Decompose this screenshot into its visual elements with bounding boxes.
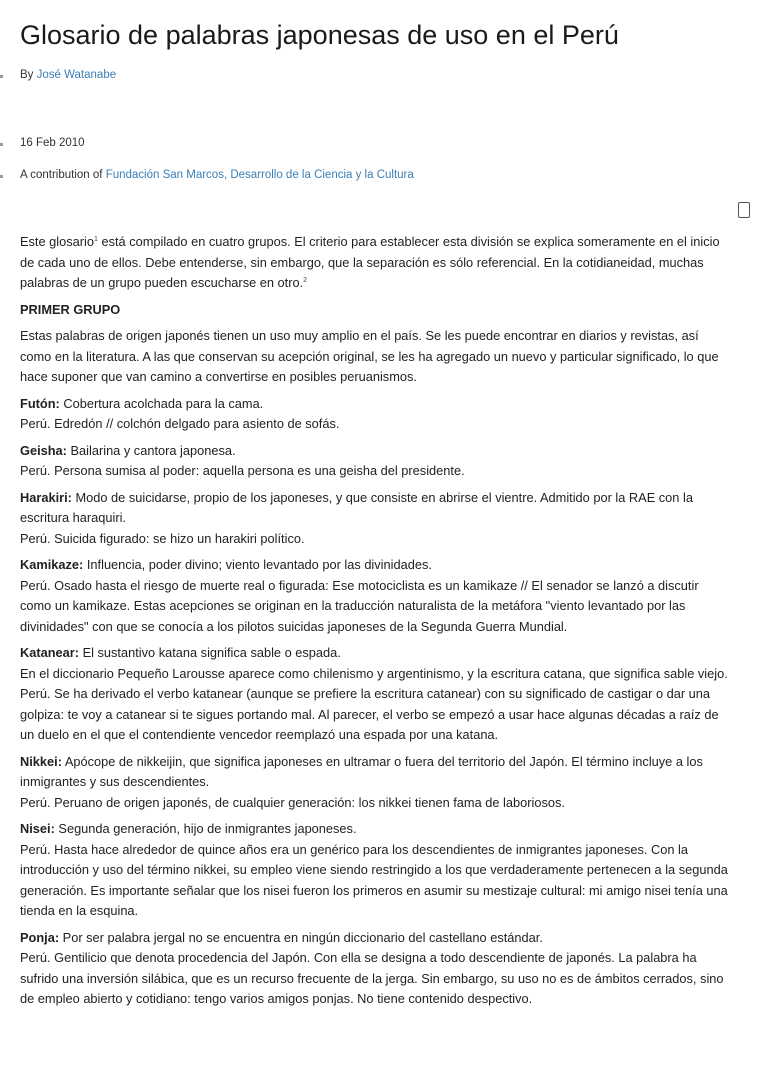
contribution-prefix: A contribution of (20, 169, 103, 181)
margin-bullet (0, 75, 3, 78)
glossary-peru-sense: Perú. Edredón // colchón delgado para asiento de sofás. (20, 416, 340, 431)
glossary-definition: Modo de suicidarse, propio de los japoneses, y que consiste en abrirse el vientre. Admitido por la RAE con la escritura haraquiri. (20, 489, 693, 525)
contribution-line (20, 169, 414, 181)
document-icon[interactable] (738, 202, 750, 218)
glossary-entries (20, 394, 732, 1010)
glossary-term: Futón: (20, 395, 60, 411)
glossary-peru-sense: Perú. Suicida figurado: se hizo un harakiri político. (20, 530, 305, 546)
glossary-peru-sense: Perú. Gentilicio que denota procedencia del Japón. Con ella se designa a todo descendiente de japonés. La palabra ha sufrido una inversión silábica, que es un recurso frecuente de la jerga. Sin embargo, su uso no es de ámbitos cerrados, sino de empleo abierto y cotidiano: tengo varios amigos ponjas. No tiene contenido despectivo. (20, 950, 724, 1006)
glossary-term: Katanear: (20, 645, 80, 660)
glossary-entry (20, 643, 732, 746)
glossary-definition: Segunda generación, hijo de inmigrantes japoneses. (54, 821, 357, 836)
glossary-entry (20, 928, 732, 1010)
glossary-entry (20, 488, 732, 550)
glossary-term: Nisei: (20, 821, 55, 836)
publish-date: 16 Feb 2010 (20, 137, 85, 149)
glossary-definition: El sustantivo katana significa sable o espada. (79, 645, 341, 660)
by-prefix: By (20, 69, 34, 81)
glossary-peru-sense: Perú. Osado hasta el riesgo de muerte real o figurada: Ese motociclista es un kamikaze // El senador se lanzó a discutir como un kamikaze. Estas acepciones se originan en la traducción naturalista de la metáfora "viento levantado por las divinidades" con que se conocía a los pilotos suicidas japoneses de la Segunda Guerra Mundial. (20, 577, 699, 634)
glossary-term: Harakiri: (20, 489, 72, 505)
glossary-term: Ponja: (20, 929, 60, 945)
glossary-term: Nikkei: (20, 753, 62, 769)
author-link[interactable]: José Watanabe (36, 69, 117, 81)
glossary-definition: Apócope de nikkeijin, que significa japoneses en ultramar o fuera del territorio del Japón. El término incluye a los inmigrantes y sus descendientes. (20, 753, 703, 789)
glossary-entry (20, 394, 732, 435)
glossary-entry (20, 441, 732, 482)
glossary-entry (20, 752, 732, 814)
page-title: Glosario de palabras japonesas de uso en el Perú (20, 20, 619, 50)
glossary-definition: Cobertura acolchada para la cama. (59, 395, 264, 411)
glossary-peru-sense: En el diccionario Pequeño Larousse aparece como chilenismo y argentinismo, y la escritura catana, que significa sable viejo. (20, 665, 728, 681)
group-description: Estas palabras de origen japonés tienen un uso muy amplio en el país. Se les puede encontrar en diarios y revistas, así como en la literatura. A las que conservan su acepción original, se les ha agregado un nuevo y particular significado, lo que hace suponer que van camino a convertirse en posibles peruanismos. (20, 328, 719, 384)
glossary-term: Kamikaze: (20, 557, 84, 572)
glossary-definition: Bailarina y cantora japonesa. (66, 442, 236, 458)
group-heading: PRIMER GRUPO (20, 301, 121, 317)
glossary-definition: Influencia, poder divino; viento levantado por las divinidades. (83, 557, 432, 572)
glossary-term: Geisha: (20, 442, 67, 458)
glossary-entry (20, 555, 732, 637)
footnote-ref[interactable]: 1 (93, 236, 98, 243)
glossary-peru-sense: Perú. Hasta hace alrededor de quince años era un genérico para los descendientes de inmigrantes japoneses. Con la introducción y uso del término nikkei, su empleo viene siendo restringido a los que verdaderamente pertenecen a la segunda generación. Es importante señalar que los nisei fueron los primeros en asumir su mestizaje cultural: mi amigo nisei tenía una tienda en la esquina. (20, 841, 728, 918)
footnote-ref[interactable]: 2 (303, 277, 308, 284)
margin-bullet (0, 175, 3, 178)
margin-bullet (0, 143, 3, 146)
glossary-definition: Por ser palabra jergal no se encuentra en ningún diccionario del castellano estándar. (59, 929, 543, 945)
glossary-entry (20, 819, 732, 922)
contributor-link[interactable]: Fundación San Marcos, Desarrollo de la Ciencia y la Cultura (105, 169, 414, 181)
glossary-peru-sense: Perú. Persona sumisa al poder: aquella persona es una geisha del presidente. (20, 463, 465, 478)
byline (20, 69, 116, 81)
article-body (20, 232, 732, 1016)
intro-paragraph: Este glosario$^1$ está compilado en cuatro grupos. El criterio para establecer esta división se explica someramente en el inicio de cada uno de ellos. Debe entenderse, sin embargo, que la separación es sólo referencial. En la cotidianeidad, muchas palabras de un grupo pueden escucharse en otro.$^2$ (20, 234, 720, 290)
glossary-peru-sense: Perú. Peruano de origen japonés, de cualquier generación: los nikkei tienen fama de laboriosos. (20, 794, 565, 810)
glossary-peru-sense: Perú. Se ha derivado el verbo katanear (aunque se prefiere la escritura catanear) con su significado de castigar o dar una golpiza: te voy a catanear si te sigues portando mal. Al parecer, el verbo se empezó a usar hace algunas décadas a raíz de un duelo en el que el contendiente vencedor reemplazó una espada por una katana. (20, 686, 719, 742)
